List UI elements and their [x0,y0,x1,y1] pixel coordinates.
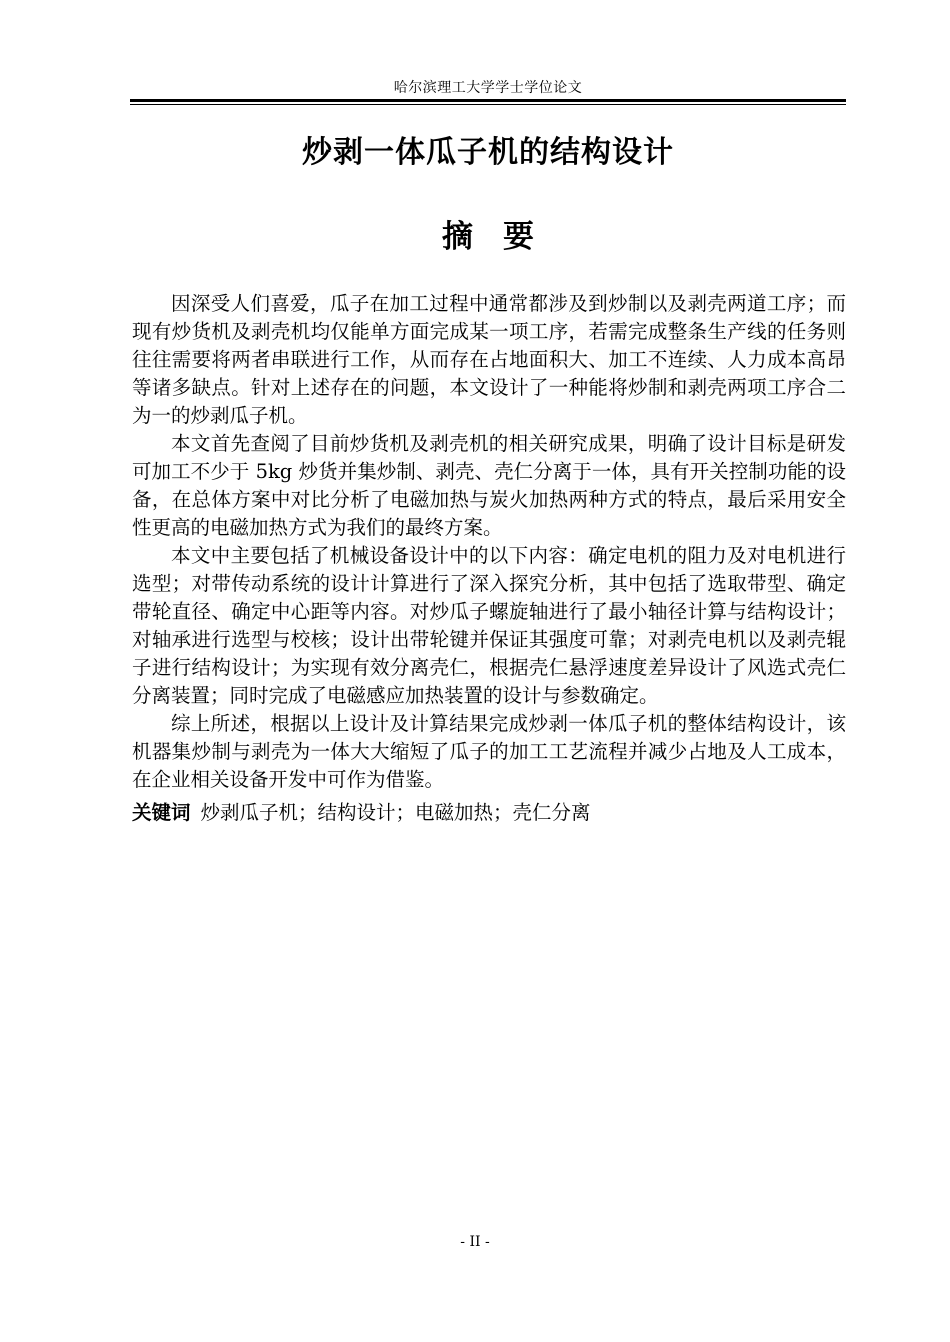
page-number: - II - [460,1234,490,1250]
running-header: 哈尔滨理工大学学士学位论文 [393,80,583,96]
keywords-text: 炒剥瓜子机；结构设计；电磁加热；壳仁分离 [200,801,591,824]
abstract-paragraph-3: 本文中主要包括了机械设备设计中的以下内容：确定电机的阻力及对电机进行选型；对带传动系统的设计计算进行了深入探究分析，其中包括了选取带型、确定带轮直径、确定中心距等内容。对炒瓜子螺旋轴进行了最小轴径计算与结构设计；对轴承进行选型与校核；设计出带轮键并保证其强度可靠；对剥壳电机以及剥壳辊子进行结构设计；为实现有效分离壳仁，根据壳仁悬浮速度差异设计了风选式壳仁分离装置；同时完成了电磁感应加热装置的设计与参数确定。 [132,544,846,707]
header-rule-thick [130,99,846,102]
abstract-body [132,290,846,794]
keywords-line [132,798,846,828]
header-rule-thin [130,104,846,105]
abstract-heading: 摘要 [442,219,564,255]
abstract-paragraph-4: 综上所述，根据以上设计及计算结果完成炒剥一体瓜子机的整体结构设计，该机器集炒制与剥壳为一体大大缩短了瓜子的加工工艺流程并减少占地及人工成本，在企业相关设备开发中可作为借鉴。 [132,712,846,791]
document-title: 炒剥一体瓜子机的结构设计 [302,135,674,170]
abstract-paragraph-2: 本文首先查阅了目前炒货机及剥壳机的相关研究成果，明确了设计目标是研发可加工不少于 5kg 炒货并集炒制、剥壳、壳仁分离于一体，具有开关控制功能的设备，在总体方案中对比分析了电磁加热与炭火加热两种方式的特点，最后采用安全性更高的电磁加热方式为我们的最终方案。 [132,432,846,539]
abstract-paragraph-1: 因深受人们喜爱，瓜子在加工过程中通常都涉及到炒制以及剥壳两道工序；而现有炒货机及剥壳机均仅能单方面完成某一项工序，若需完成整条生产线的任务则往往需要将两者串联进行工作，从而存在占地面积大、加工不连续、人力成本高昂等诸多缺点。针对上述存在的问题，本文设计了一种能将炒制和剥壳两项工序合二为一的炒剥瓜子机。 [132,292,846,427]
keywords-label: 关键词 [132,801,191,824]
